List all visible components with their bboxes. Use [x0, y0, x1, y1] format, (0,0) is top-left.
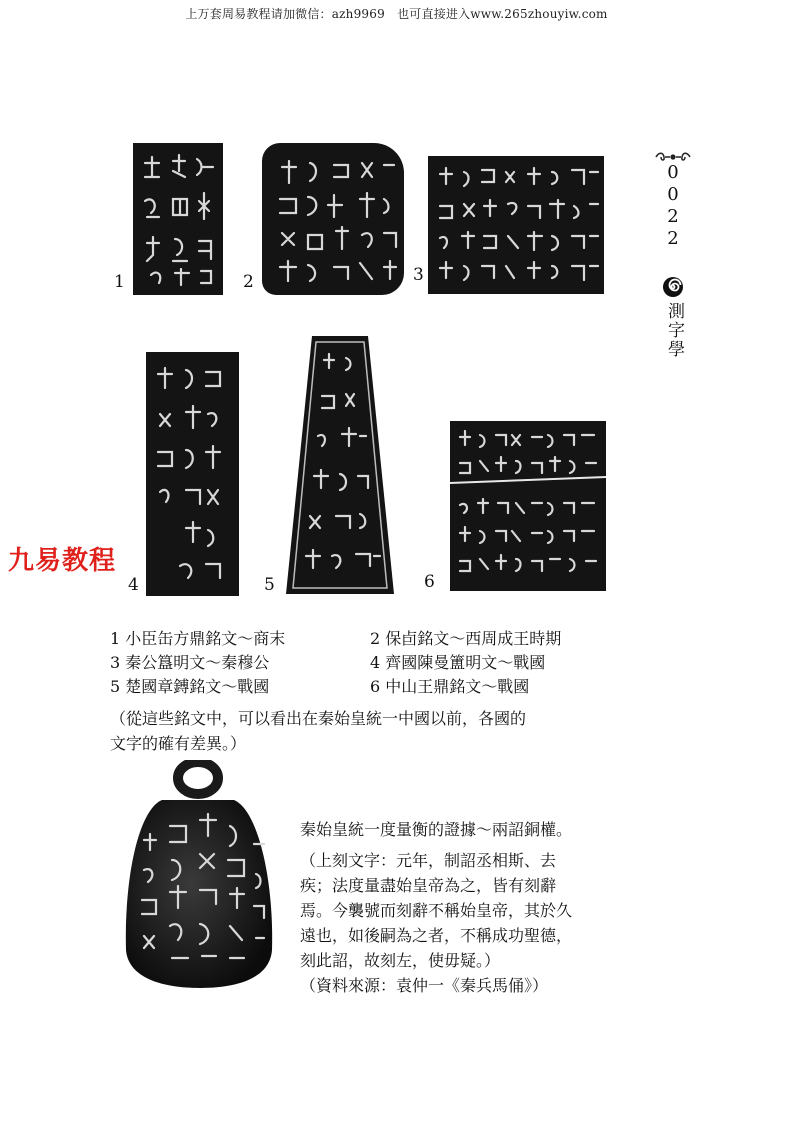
caption-figure-3: 3 秦公簋明文～秦穆公: [110, 653, 270, 672]
rubbing-image-6: [450, 421, 606, 591]
caption-figure-2: 2 保卣銘文～西周成王時期: [370, 629, 562, 648]
figure-label: 3: [413, 265, 424, 285]
rubbing-image-1: [133, 143, 223, 295]
weight-text-line: 焉。今襲號而刻辭不稱始皇帝，其於久: [300, 901, 573, 920]
caption-figure-5: 5 楚國章鎛銘文～戰國: [110, 677, 270, 696]
scroll-ornament-icon: [654, 148, 692, 160]
note-line: 文字的確有差異。）: [110, 734, 247, 753]
watermark: 九易教程: [8, 546, 117, 576]
figure-label: 2: [243, 272, 254, 292]
weight-text-line: 刻此詔，故刻左，使毋疑。）: [300, 951, 501, 970]
weight-title: 秦始皇統一度量衡的證據～兩詔銅權。: [300, 820, 573, 839]
rubbing-image-4: [146, 352, 239, 596]
section-title: 測字學: [664, 302, 684, 359]
figure-label: 5: [264, 575, 275, 595]
figure-label: 4: [128, 575, 139, 595]
spiral-icon: [661, 275, 685, 299]
page-number-digit: 2: [667, 228, 679, 249]
weight-text-line: 遠也，如後嗣為之者，不稱成功聖德，: [300, 926, 573, 945]
rubbing-image-5: [286, 336, 396, 594]
weight-text-line: 疾；法度量盡始皇帝為之，皆有刻辭: [300, 876, 557, 895]
page-number-digit: 2: [667, 206, 679, 227]
note-line: （從這些銘文中，可以看出在秦始皇統一中國以前，各國的: [110, 709, 527, 728]
bronze-weight-image: [118, 760, 278, 990]
page-header: 上万套周易教程请加微信：azh9969 也可直接进入www.265zhouyiw.com: [185, 7, 608, 21]
rubbing-image-2: [262, 143, 404, 295]
page-number-digit: 0: [667, 162, 679, 183]
caption-figure-1: 1 小臣缶方鼎銘文～商末: [110, 629, 286, 648]
page-number-digit: 0: [667, 184, 679, 205]
figure-label: 1: [114, 272, 125, 292]
weight-source-line: （資料來源：袁仲一《秦兵馬俑》）: [300, 976, 549, 995]
rubbing-image-3: [428, 156, 604, 294]
figure-label: 6: [424, 572, 435, 592]
caption-figure-6: 6 中山王鼎銘文～戰國: [370, 677, 530, 696]
weight-text-line: （上刻文字：元年，制詔丞相斯、去: [300, 851, 557, 870]
caption-figure-4: 4 齊國陳曼簠明文～戰國: [370, 653, 546, 672]
